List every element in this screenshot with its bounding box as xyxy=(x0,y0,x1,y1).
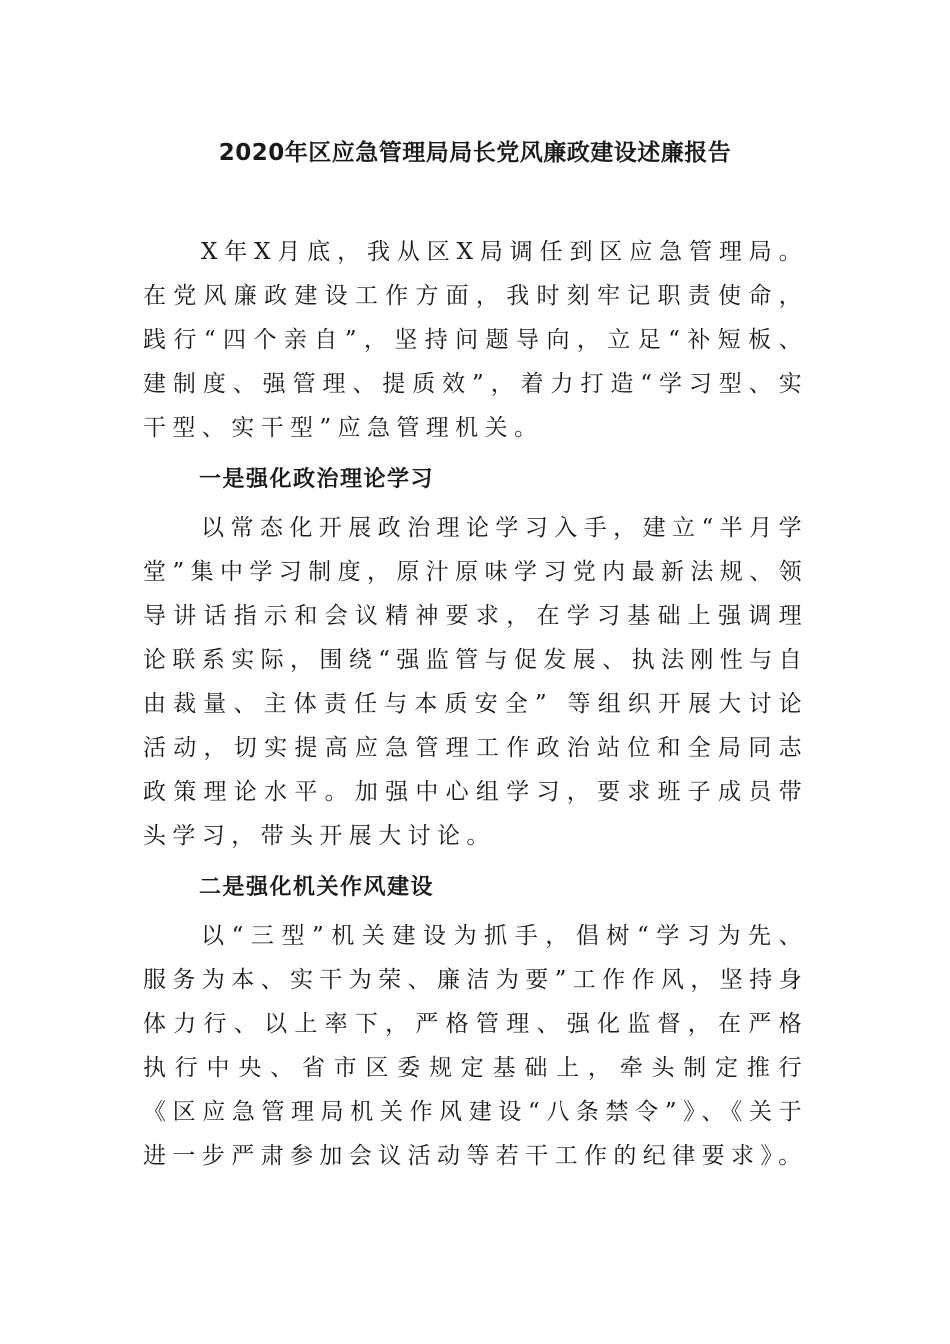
section-paragraph: 以常态化开展政治理论学习入手，建立“半月学堂”集中学习制度，原汁原味学习党内最新法规、领导讲话指示和会议精神要求，在学习基础上强调理论联系实际，围绕“强监管与促发展、执法刚性与自由裁量、主体责任与本质安全” 等组织开展大讨论活动，切实提高应急管理工作政治站位和全局同志政策理论水平。加强中心组学习，要求班子成员带头学习，带头开展大讨论。 xyxy=(143,515,808,849)
document-body xyxy=(143,230,808,1178)
section-2 xyxy=(143,858,808,1178)
section-1 xyxy=(143,450,808,858)
section-heading: 二是强化机关作风建设 xyxy=(199,875,435,900)
intro-paragraph: X年X月底，我从区X局调任到区应急管理局。在党风廉政建设工作方面，我时刻牢记职责使命，践行“四个亲自”，坚持问题导向，立足“补短板、建制度、强管理、提质效”，着力打造“学习型、实干型、实干型”应急管理机关。 xyxy=(143,239,808,441)
document-title: 2020年区应急管理局局长党风廉政建设述廉报告 xyxy=(218,140,732,166)
section-paragraph: 以“三型”机关建设为抓手，倡树“学习为先、服务为本、实干为荣、廉洁为要”工作作风，坚持身体力行、以上率下，严格管理、强化监督，在严格执行中央、省市区委规定基础上，牵头制定推行《区应急管理局机关作风建设“八条禁令”》、《关于进一步严肃参加会议活动等若干工作的纪律要求》。 xyxy=(143,923,808,1169)
section-heading: 一是强化政治理论学习 xyxy=(199,467,435,492)
